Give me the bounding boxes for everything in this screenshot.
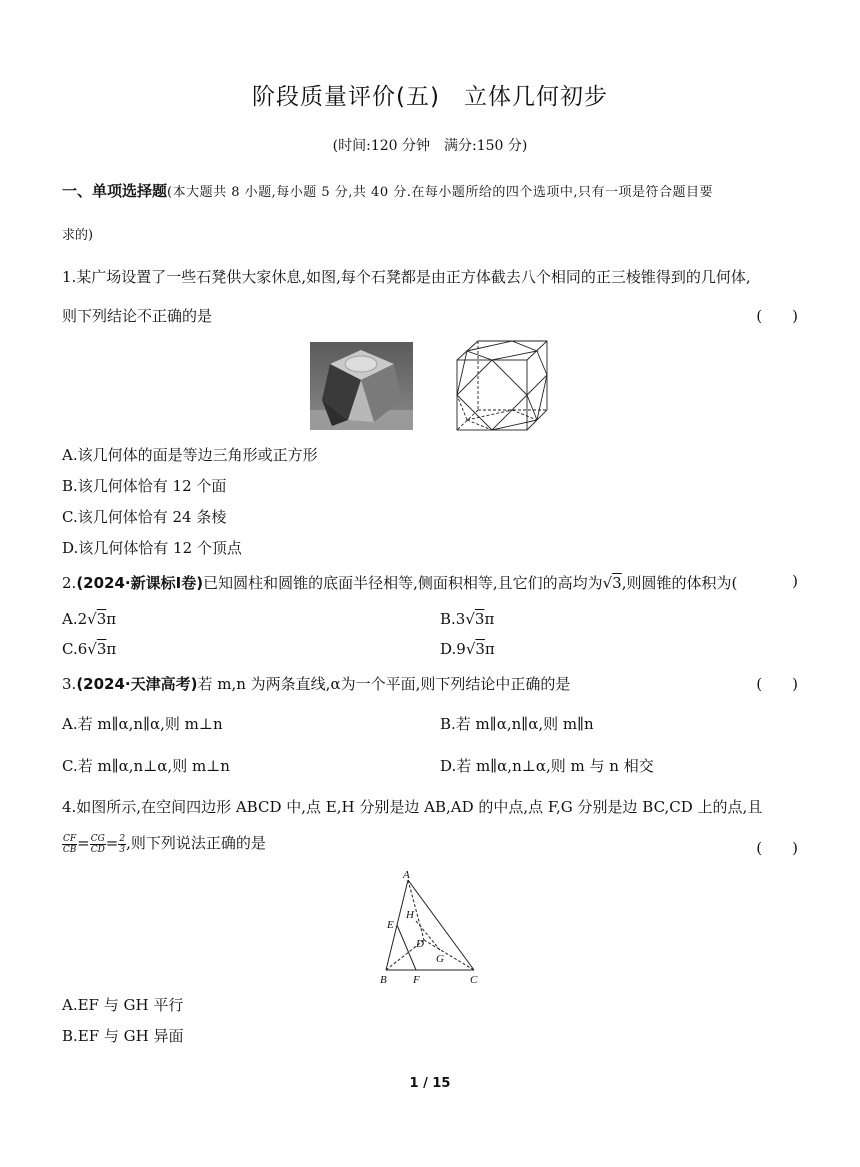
q2-text: 已知圆柱和圆锥的底面半径相等,侧面积相等,且它们的高均为 [203, 574, 603, 592]
q3-option-c: C.若 m∥α,n⊥α,则 m⊥n [62, 757, 230, 775]
q1-option-d: D.该几何体恰有 12 个顶点 [62, 539, 242, 557]
section-label: 一、单项选择题 [62, 182, 168, 200]
q1-stem-line1: 1.某广场设置了一些石凳供大家休息,如图,每个石凳都是由正方体截去八个相同的正三棱锥得到的几何体, [62, 268, 751, 286]
point-label-e: E [387, 919, 394, 931]
q3-answer-paren: ( ) [756, 675, 798, 693]
vertex-label-b: B [380, 974, 387, 986]
q3-option-d: D.若 m∥α,n⊥α,则 m 与 n 相交 [440, 757, 654, 775]
q1-option-a: A.该几何体的面是等边三角形或正方形 [62, 446, 318, 464]
q3-option-b: B.若 m∥α,n∥α,则 m∥n [440, 715, 594, 733]
section-note: (本大题共 8 小题,每小题 5 分,共 40 分.在每小题所给的四个选项中,只有一项是符合题目要 [167, 185, 713, 200]
vertex-label-d: D [416, 938, 424, 950]
q2-paren-close: ) [792, 572, 798, 590]
q4-option-b: B.EF 与 GH 异面 [62, 1027, 184, 1045]
q4-answer-paren: ( ) [756, 839, 798, 857]
q2-source: (2024·新课标Ⅰ卷) [76, 574, 204, 592]
point-label-h: H [406, 909, 414, 921]
q2-stem: 2.(2024·新课标Ⅰ卷)已知圆柱和圆锥的底面半径相等,侧面积相等,且它们的高均为√3,则圆锥的体积为( [62, 574, 738, 592]
page-number: 1 / 15 [409, 1076, 451, 1091]
q3-text: 若 m,n 为两条直线,α为一个平面,则下列结论中正确的是 [197, 675, 571, 693]
q4-stem-line1: 4.如图所示,在空间四边形 ABCD 中,点 E,H 分别是边 AB,AD 的中点,点 F,G 分别是边 BC,CD 上的点,且 [62, 798, 763, 816]
q3-number: 3. [62, 675, 77, 693]
q1-answer-paren: ( ) [756, 307, 798, 325]
q2-option-b: B.3√3π [440, 610, 495, 628]
q2-option-c: C.6√3π [62, 640, 117, 658]
vertex-label-a: A [403, 869, 410, 881]
q1-stem-line2: 则下列结论不正确的是 [62, 307, 213, 325]
vertex-label-c: C [470, 974, 478, 986]
q4-stem-line2: $\frac{CF}{CB}$ = $\frac{CG}{CD}$ = $\frac{2}{3}$ ,则下列说法正确的是 [62, 833, 266, 855]
tetrahedron-figure [378, 868, 488, 988]
page-title: 阶段质量评价(五) 立体几何初步 [252, 84, 608, 110]
q3-stem [62, 673, 570, 694]
fraction-cf-cb: $\frac{CF}{CB}$ [62, 833, 77, 855]
q4-option-a: A.EF 与 GH 平行 [62, 996, 184, 1014]
cuboctahedron-figure [452, 338, 548, 434]
q2-number: 2. [62, 574, 77, 592]
q1-option-b: B.该几何体恰有 12 个面 [62, 477, 227, 495]
fraction-two-thirds: $\frac{2}{3}$ [119, 833, 126, 855]
q2-radicand: 3 [612, 574, 622, 592]
point-label-f: F [413, 974, 420, 986]
q2-option-d: D.9√3π [440, 640, 495, 658]
stone-stool-photo [310, 342, 413, 430]
exam-info: (时间:120 分钟 满分:150 分) [332, 138, 528, 154]
q2-option-a: A.2√3π [62, 610, 117, 628]
q3-source: (2024·天津高考) [76, 675, 198, 693]
point-label-g: G [436, 953, 444, 965]
q2-text-end: ,则圆锥的体积为( [621, 574, 738, 592]
section-note-cont: 求的) [62, 228, 94, 243]
q3-option-a: A.若 m∥α,n∥α,则 m⊥n [62, 715, 223, 733]
q1-option-c: C.该几何体恰有 24 条棱 [62, 508, 227, 526]
section-heading [62, 180, 713, 201]
fraction-cg-cd: $\frac{CG}{CD}$ [90, 833, 105, 855]
